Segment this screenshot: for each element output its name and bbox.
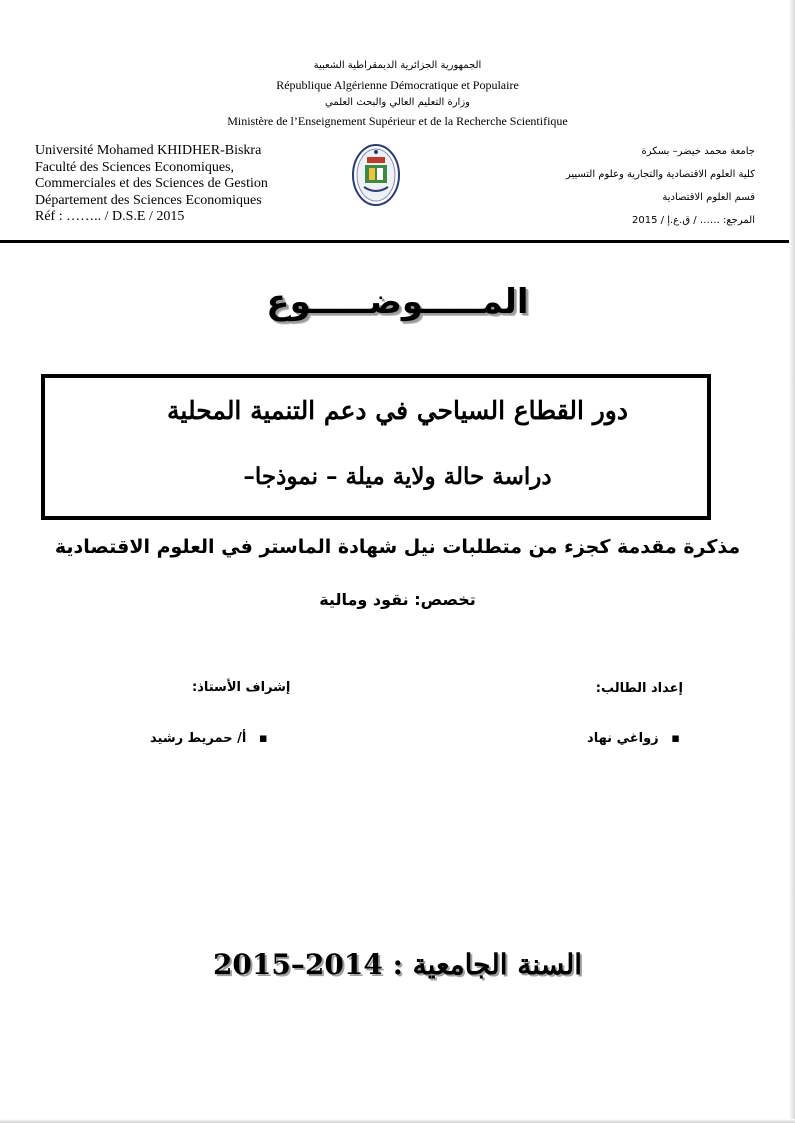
bullet-icon: ▪ <box>671 731 680 746</box>
department-name-fr: Département des Sciences Economiques <box>35 192 262 208</box>
supervisor-label: إشراف الأستاذ: <box>192 680 291 695</box>
bullet-icon: ▪ <box>258 731 268 746</box>
supervisor-name-row <box>150 731 268 746</box>
university-name-ar: جامعة محمد خيضر– بسكرة <box>641 146 755 157</box>
institution-block-ar <box>455 140 755 232</box>
reference-fr: Réf : …….. / D.S.E / 2015 <box>35 209 185 224</box>
student-name-row <box>587 731 680 746</box>
header-republic-ar: الجمهورية الجزائرية الديمقراطية الشعبية <box>313 60 482 71</box>
faculty-name-ar: كلية العلوم الاقتصادية والتجارية وعلوم التسيير <box>565 169 755 180</box>
faculty-name-fr-1: Faculté des Sciences Economiques, <box>35 159 235 175</box>
subject-heading: المـــــوضـــــوع <box>266 282 529 322</box>
prepared-by-label: إعداد الطالب: <box>595 681 683 696</box>
university-name-fr: Université Mohamed KHIDHER-Biskra <box>35 143 262 158</box>
student-name: زواغي نهاد <box>587 731 659 746</box>
department-name-ar: قسم العلوم الاقتصادية <box>662 192 755 203</box>
header-republic-fr: République Algérienne Démocratique et Populaire <box>276 78 519 92</box>
page-edge-shadow <box>789 0 795 1123</box>
specialization: تخصص: نقود ومالية <box>319 590 476 609</box>
header-ministry-ar: وزارة التعليم العالي والبحث العلمي <box>325 97 470 108</box>
institution-block-fr <box>35 143 335 226</box>
university-seal-icon <box>352 143 400 207</box>
header-ministry-fr: Ministère de l’Enseignement Supérieur et de la Recherche Scientifique <box>227 114 568 128</box>
degree-statement: مذكرة مقدمة كجزء من متطلبات نيل شهادة الماستر في العلوم الاقتصادية <box>54 536 741 558</box>
supervisor-name: أ/ حمريط رشيد <box>150 731 247 746</box>
page-bottom-shadow <box>0 1119 795 1123</box>
academic-year: السنة الجامعية : 2014–2015 <box>212 948 583 981</box>
header-divider <box>0 240 795 243</box>
thesis-subtitle: دراسة حالة ولاية ميلة – نموذجا– <box>243 463 552 490</box>
faculty-name-fr-2: Commerciales et des Sciences de Gestion <box>35 176 268 191</box>
reference-ar: المرجع: …… / ق.ع.إ / 2015 <box>632 215 755 226</box>
thesis-title: دور القطاع السياحي في دعم التنمية المحلية <box>167 396 628 425</box>
